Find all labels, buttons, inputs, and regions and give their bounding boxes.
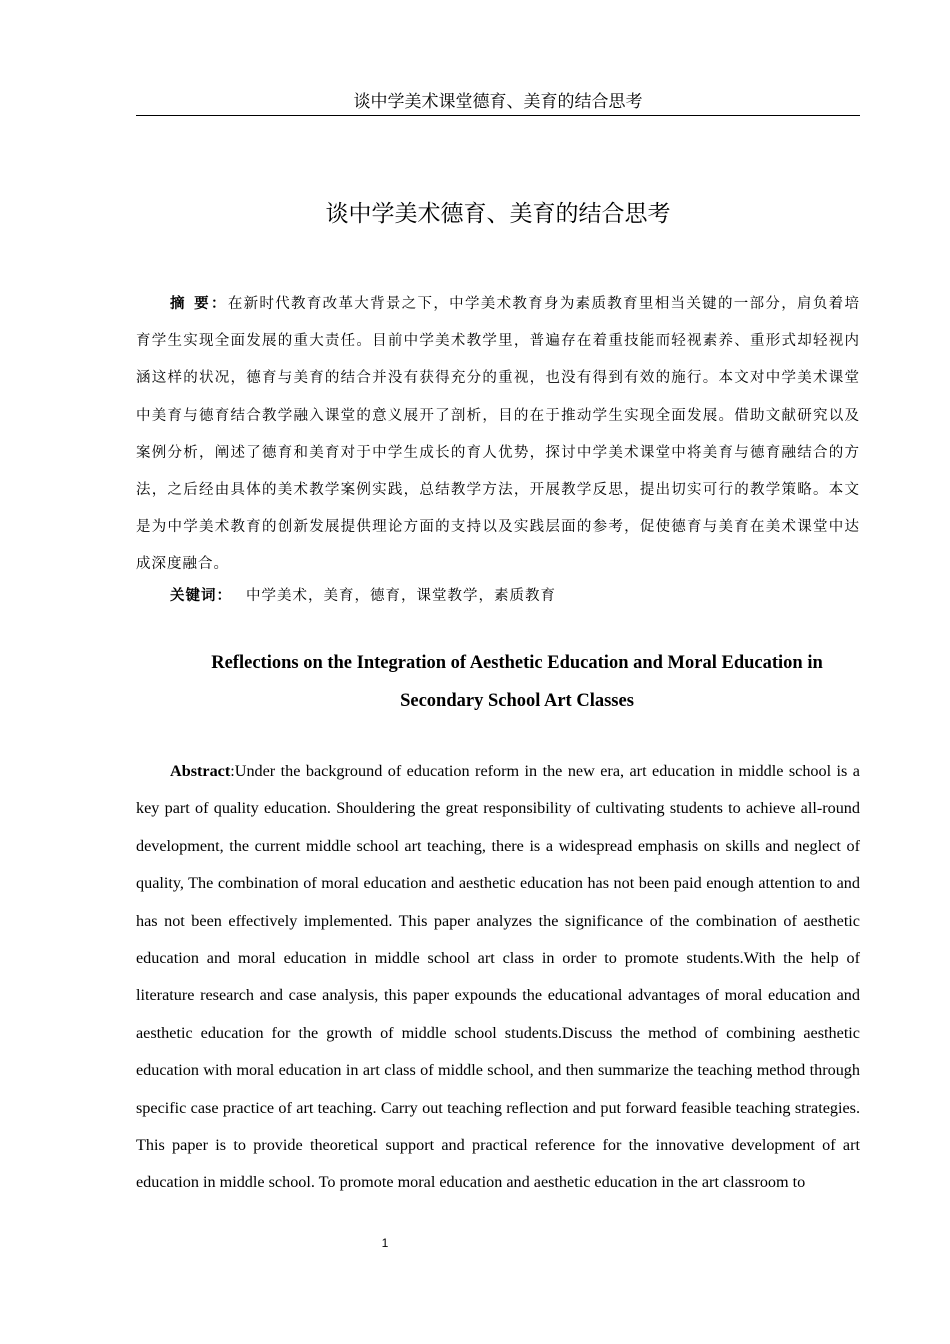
chinese-abstract-label: 摘 要：: [170, 295, 228, 312]
running-header: 谈中学美术课堂德育、美育的结合思考: [136, 90, 860, 116]
english-abstract: [136, 753, 860, 1202]
page-number: 1: [381, 1236, 389, 1250]
chinese-abstract: [136, 285, 860, 584]
chinese-keywords: [170, 581, 860, 611]
paper-title: 谈中学美术德育、美育的结合思考: [325, 201, 671, 227]
chinese-abstract-text: 在新时代教育改革大背景之下，中学美术教育身为素质教育里相当关键的一部分，肩负着培育学生实现全面发展的重大责任。目前中学美术教学里，普遍存在着重技能而轻视素养、重形式却轻视内涵这样的状况，德育与美育的结合并没有获得充分的重视，也没有得到有效的施行。本文对中学美术课堂中美育与德育结合教学融入课堂的意义展开了剖析，目的在于推动学生实现全面发展。借助文献研究以及案例分析，阐述了德育和美育对于中学生成长的育人优势，探讨中学美术课堂中将美育与德育融结合的方法，之后经由具体的美术教学案例实践，总结教学方法，开展教学反思，提出切实可行的教学策略。本文是为中学美术教育的创新发展提供理论方面的支持以及实践层面的参考，促使德育与美育在美术课堂中达成深度融合。: [136, 296, 860, 573]
chinese-keywords-text: 中学美术，美育，德育，课堂教学，素质教育: [246, 588, 556, 604]
chinese-keywords-label: 关键词：: [170, 587, 232, 604]
english-abstract-label: Abstract: [170, 762, 231, 780]
english-title: Reflections on the Integration of Aesthetic Education and Moral Education in Secondary School Art Classes: [211, 653, 823, 711]
english-abstract-text: :Under the background of education reform in the new era, art education in middle school is a key part of quality education. Shouldering the great responsibility of cultivating students to achieve all-round development, the current middle school art teaching, there is a widespread emphasis on skills and neglect of quality, The combination of moral education and aesthetic education has not been paid enough attention to and has not been effectively implemented. This paper analyzes the significance of the combination of aesthetic education and moral education in middle school art class in order to promote students.With the help of literature research and case analysis, this paper expounds the educational advantages of moral education and aesthetic education for the growth of middle school students.Discuss the method of combining aesthetic education with moral education in art class of middle school, and then summarize the teaching method through specific case practice of art teaching. Carry out teaching reflection and put forward feasible teaching strategies. This paper is to provide theoretical support and practical reference for the innovative development of art education in middle school. To promote moral education and aesthetic education in the art classroom to: [136, 762, 860, 1192]
